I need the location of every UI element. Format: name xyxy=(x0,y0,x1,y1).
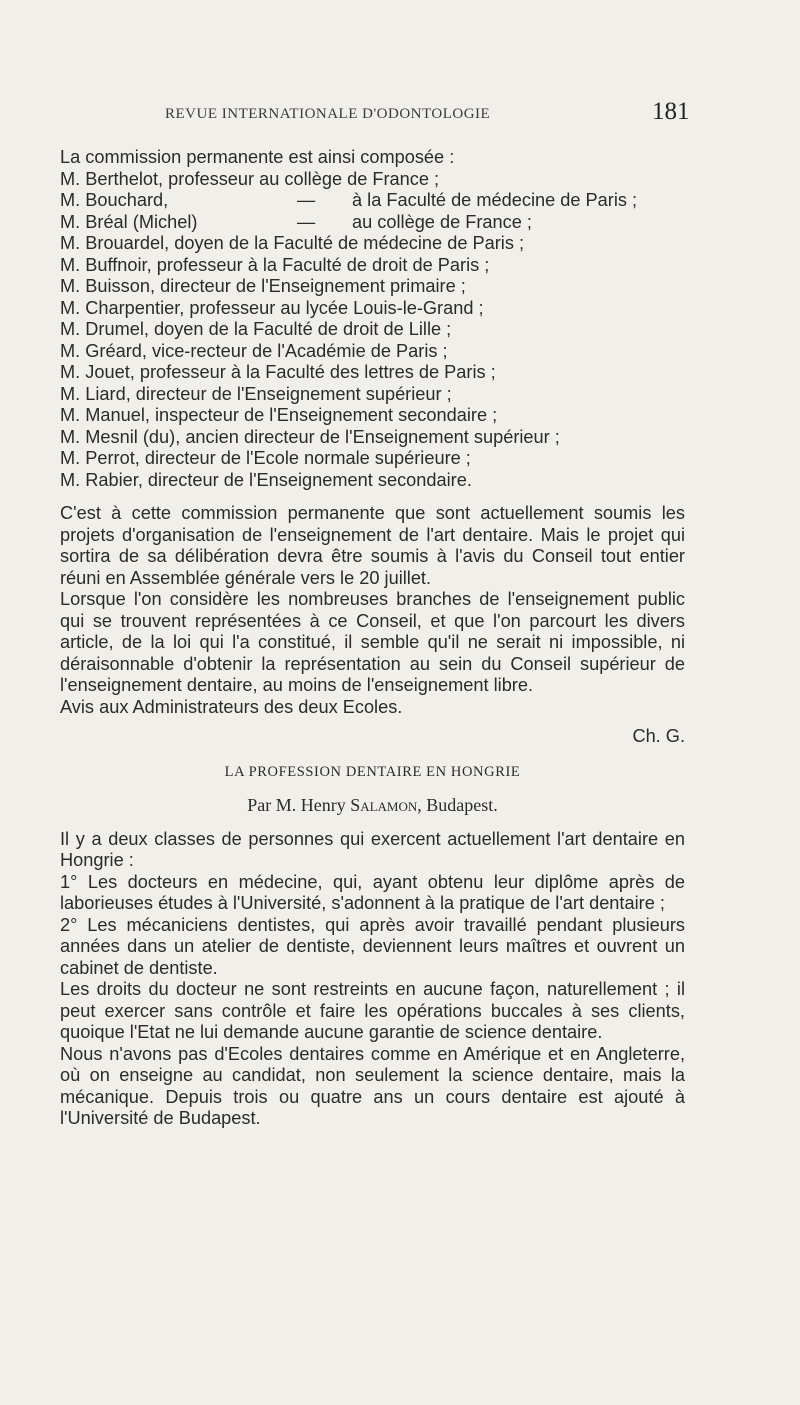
running-title: REVUE INTERNATIONALE D'ODONTOLOGIE xyxy=(165,106,491,122)
paragraph: Avis aux Administrateurs des deux Ecoles. xyxy=(60,696,403,717)
member-line xyxy=(60,212,685,234)
member-name: M. Bréal (Michel) xyxy=(60,211,198,232)
member-line: M. Perrot, directeur de l'Ecole normale supérieure ; xyxy=(60,448,471,468)
member-line xyxy=(60,190,685,212)
member-line: M. Jouet, professeur à la Faculté des lettres de Paris ; xyxy=(60,362,496,382)
paragraph: C'est à cette commission permanente que sont actuellement soumis les projets d'organisation de l'enseignement de l'art dentaire. Mais le projet qui sortira de sa délibération devra être soumis à l'avis du Conseil tout entier réuni en Assemblée générale vers le 20 juillet. xyxy=(60,503,685,588)
author-name: Salamon xyxy=(350,795,418,815)
member-line: M. Mesnil (du), ancien directeur de l'Enseignement supérieur ; xyxy=(60,426,560,447)
section-title: LA PROFESSION DENTAIRE EN HONGRIE xyxy=(224,763,521,780)
member-line: M. Buisson, directeur de l'Enseignement primaire ; xyxy=(60,276,466,296)
member-line: M. Berthelot, professeur au collège de France ; xyxy=(60,168,440,189)
commission-members-list xyxy=(60,169,685,492)
paragraph: Les droits du docteur ne sont restreints en aucune façon, naturellement ; il peut exercer sans contrôle et faire les opérations buccales à ses clients, quoique l'Etat ne lui demande aucune garantie de science dentaire. xyxy=(60,979,685,1042)
paragraph: Lorsque l'on considère les nombreuses branches de l'enseignement public qui se trouvent représentées à ce Conseil, et que l'on parcourt les divers article, de la loi qui l'a constitué, il semble qu'il ne serait ni impossible, ni déraisonnable d'obtenir la représentation au sein du Conseil supérieur de l'enseignement dentaire, au moins de l'enseignement libre. xyxy=(60,589,685,695)
member-line: M. Liard, directeur de l'Enseignement supérieur ; xyxy=(60,383,452,404)
signature: Ch. G. xyxy=(632,726,685,746)
paragraph: Nous n'avons pas d'Ecoles dentaires comme en Amérique et en Angleterre, où on enseigne au candidat, non seulement la science dentaire, mais la mécanique. Depuis trois ou quatre ans un cours dentaire est ajouté à l'Université de Budapest. xyxy=(60,1043,685,1128)
member-line: M. Gréard, vice-recteur de l'Académie de Paris ; xyxy=(60,340,448,361)
member-line: M. Buffnoir, professeur à la Faculté de droit de Paris ; xyxy=(60,254,490,275)
byline-suffix: , Budapest. xyxy=(417,795,498,815)
member-role: au collège de France ; xyxy=(352,211,532,232)
commission-intro: La commission permanente est ainsi composée : xyxy=(60,147,455,167)
member-line: M. Charpentier, professeur au lycée Louis-le-Grand ; xyxy=(60,297,484,318)
member-role: à la Faculté de médecine de Paris ; xyxy=(352,190,638,210)
byline xyxy=(60,795,685,817)
ditto-dash: — xyxy=(297,211,316,232)
paragraph: 1° Les docteurs en médecine, qui, ayant obtenu leur diplôme après de laborieuses études à l'Université, s'adonnent à la pratique de l'art dentaire ; xyxy=(60,871,685,913)
member-line: M. Rabier, directeur de l'Enseignement secondaire. xyxy=(60,469,472,490)
byline-prefix: Par M. Henry xyxy=(247,795,351,815)
member-line: M. Manuel, inspecteur de l'Enseignement secondaire ; xyxy=(60,405,498,425)
member-line: M. Brouardel, doyen de la Faculté de médecine de Paris ; xyxy=(60,233,525,253)
page-header xyxy=(60,100,700,140)
page-body xyxy=(60,147,685,1130)
ditto-dash: — xyxy=(297,190,316,210)
paragraph: 2° Les mécaniciens dentistes, qui après avoir travaillé pendant plusieurs années dans un atelier de dentiste, deviennent leurs maîtres et ouvrent un cabinet de dentiste. xyxy=(60,914,685,978)
paragraph: Il y a deux classes de personnes qui exercent actuellement l'art dentaire en Hongrie : xyxy=(60,828,685,870)
member-line: M. Drumel, doyen de la Faculté de droit de Lille ; xyxy=(60,319,452,339)
page-number: 181 xyxy=(652,98,690,125)
member-name: M. Bouchard, xyxy=(60,190,169,210)
